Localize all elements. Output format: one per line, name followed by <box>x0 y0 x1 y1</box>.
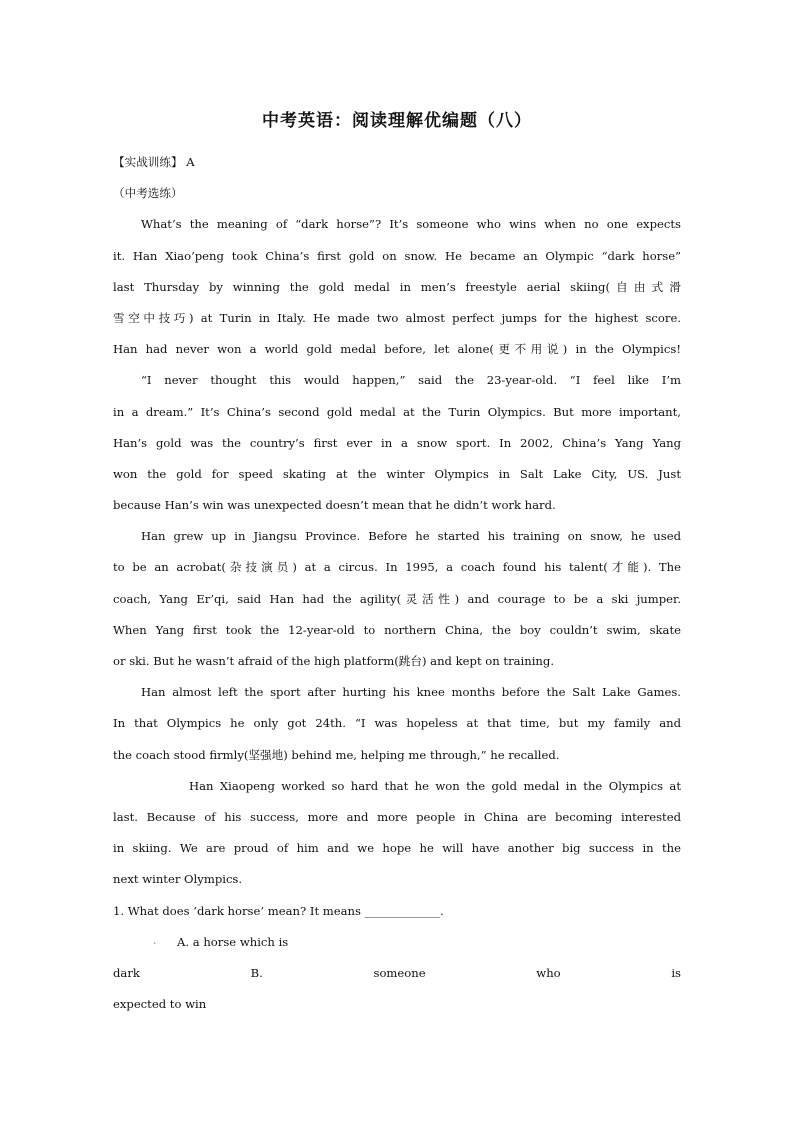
text-line: 雪空中技巧) at Turin in Italy. He made two almost perfect jumps for the highest score. <box>113 310 681 325</box>
option-b-text-cont: expected to win <box>113 997 207 1012</box>
text-line: When Yang first took the 12-year-old to northern China, the boy couldn’t swim, skate <box>113 622 681 637</box>
option-a-text-cont: dark <box>113 965 140 980</box>
text-line: coach, Yang Er’qi, said Han had the agility(灵活性) and courage to be a ski jumper. <box>113 591 681 606</box>
text-line: in a dream.” It’s China’s second gold medal at the Turin Olympics. But more important, <box>113 404 681 419</box>
option-a-text: A. a horse which is <box>177 934 289 949</box>
document-body <box>113 147 681 1020</box>
text-line: Han almost left the sport after hurting his knee months before the Salt Lake Games. <box>141 685 681 700</box>
text-line: or ski. But he wasn’t afraid of the high platform(跳台) and kept on training. <box>113 654 555 668</box>
text-line: Han Xiaopeng worked so hard that he won the gold medal in the Olympics at <box>189 778 681 793</box>
page-title: 中考英语：阅读理解优编题（八） <box>262 111 532 131</box>
text-line: In that Olympics he only got 24th. “I was hopeless at that time, but my family and <box>113 716 681 731</box>
text-line: next winter Olympics. <box>113 872 243 887</box>
option-b-text: B. someone who is <box>250 965 682 980</box>
text-line: last Thursday by winning the gold medal in men’s freestyle aerial skiing(自由式滑 <box>113 279 681 294</box>
text-line: Han had never won a world gold medal before, let alone(更不用说) in the Olympics! <box>113 342 681 357</box>
text-line: won the gold for speed skating at the winter Olympics in Salt Lake City, US. Just <box>113 466 681 481</box>
section-label: 【实战训练】 A <box>113 155 195 169</box>
marker-dot: . <box>153 933 157 947</box>
text-line: Han grew up in Jiangsu Province. Before he started his training on snow, he used <box>141 529 681 544</box>
source-label: （中考选练） <box>113 186 183 201</box>
option-a-row <box>113 927 681 958</box>
text-line: Han’s gold was the country’s first ever in a snow sport. In 2002, China’s Yang Yang <box>113 435 681 450</box>
question-1: 1. What does ‘dark horse’ mean? It means _____________. <box>113 903 444 918</box>
options-row <box>113 958 681 989</box>
text-line: because Han’s win was unexpected doesn’t mean that he didn’t work hard. <box>113 498 556 513</box>
text-line: it. Han Xiao’peng took China’s first gold on snow. He became an Olympic “dark horse” <box>113 248 681 263</box>
text-line: to be an acrobat(杂技演员) at a circus. In 1995, a coach found his talent(才能). The <box>113 560 681 575</box>
text-line: the coach stood firmly(坚强地) behind me, helping me through,” he recalled. <box>113 747 560 762</box>
text-line: in skiing. We are proud of him and we hope he will have another big success in the <box>113 841 681 856</box>
text-line: last. Because of his success, more and more people in China are becoming interested <box>113 809 681 824</box>
text-line: “I never thought this would happen,” said the 23-year-old. “I feel like I’m <box>141 373 681 388</box>
text-line: What’s the meaning of “dark horse”? It’s someone who wins when no one expects <box>141 217 681 232</box>
